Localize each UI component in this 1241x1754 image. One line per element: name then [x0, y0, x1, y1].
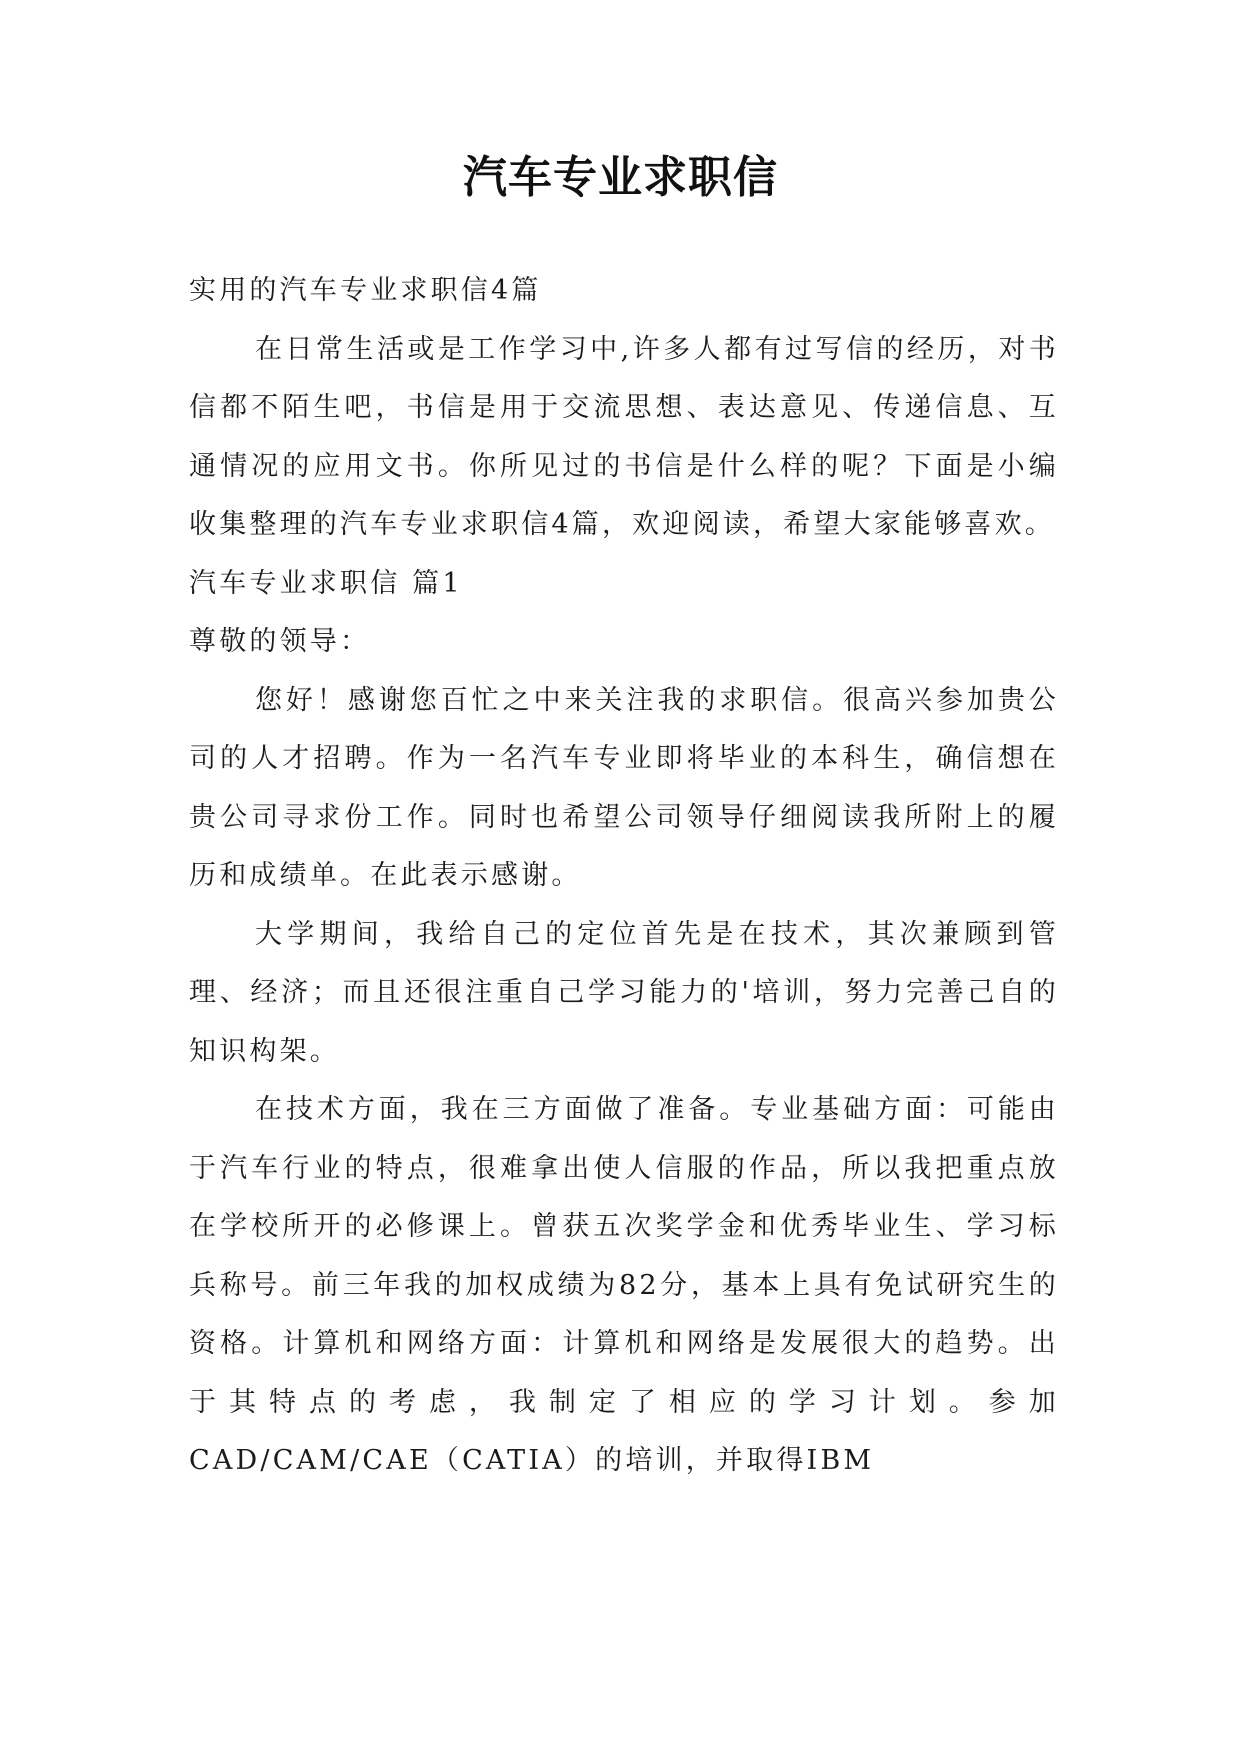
- paragraph-technical: 在技术方面，我在三方面做了准备。专业基础方面：可能由于汽车行业的特点，很难拿出使人信服的作品，所以我把重点放在学校所开的必修课上。曾获五次奖学金和优秀毕业生、学习标兵称号。前三年我的加权成绩为82分，基本上具有免试研究生的资格。计算机和网络方面：计算机和网络是发展很大的趋势。出于其特点的考虑，我制定了相应的学习计划。参加CAD/CAM/CAE（CATIA）的培训，并取得IBM: [189, 1094, 1059, 1476]
- paragraph-university: 大学期间，我给自己的定位首先是在技术，其次兼顾到管理、经济；而且还很注重自己学习能力的'培训，努力完善己自的知识构架。: [189, 918, 1059, 1067]
- paragraph-greeting: 您好！感谢您百忙之中来关注我的求职信。很高兴参加贵公司的人才招聘。作为一名汽车专业即将毕业的本科生，确信想在贵公司寻求份工作。同时也希望公司领导仔细阅读我所附上的履历和成绩单。在此表示感谢。: [189, 684, 1059, 891]
- document-title: 汽车专业求职信: [463, 152, 778, 203]
- paragraph-intro: 在日常生活或是工作学习中,许多人都有过写信的经历，对书信都不陌生吧，书信是用于交流思想、表达意见、传递信息、互通情况的应用文书。你所见过的书信是什么样的呢？下面是小编收集整理的汽车专业求职信4篇，欢迎阅读，希望大家能够喜欢。: [189, 333, 1059, 540]
- document-body: [189, 262, 1059, 1491]
- paragraph-section-heading: 汽车专业求职信 篇1: [189, 567, 463, 599]
- paragraph-salutation: 尊敬的领导：: [189, 626, 371, 657]
- paragraph-subtitle: 实用的汽车专业求职信4篇: [189, 275, 542, 306]
